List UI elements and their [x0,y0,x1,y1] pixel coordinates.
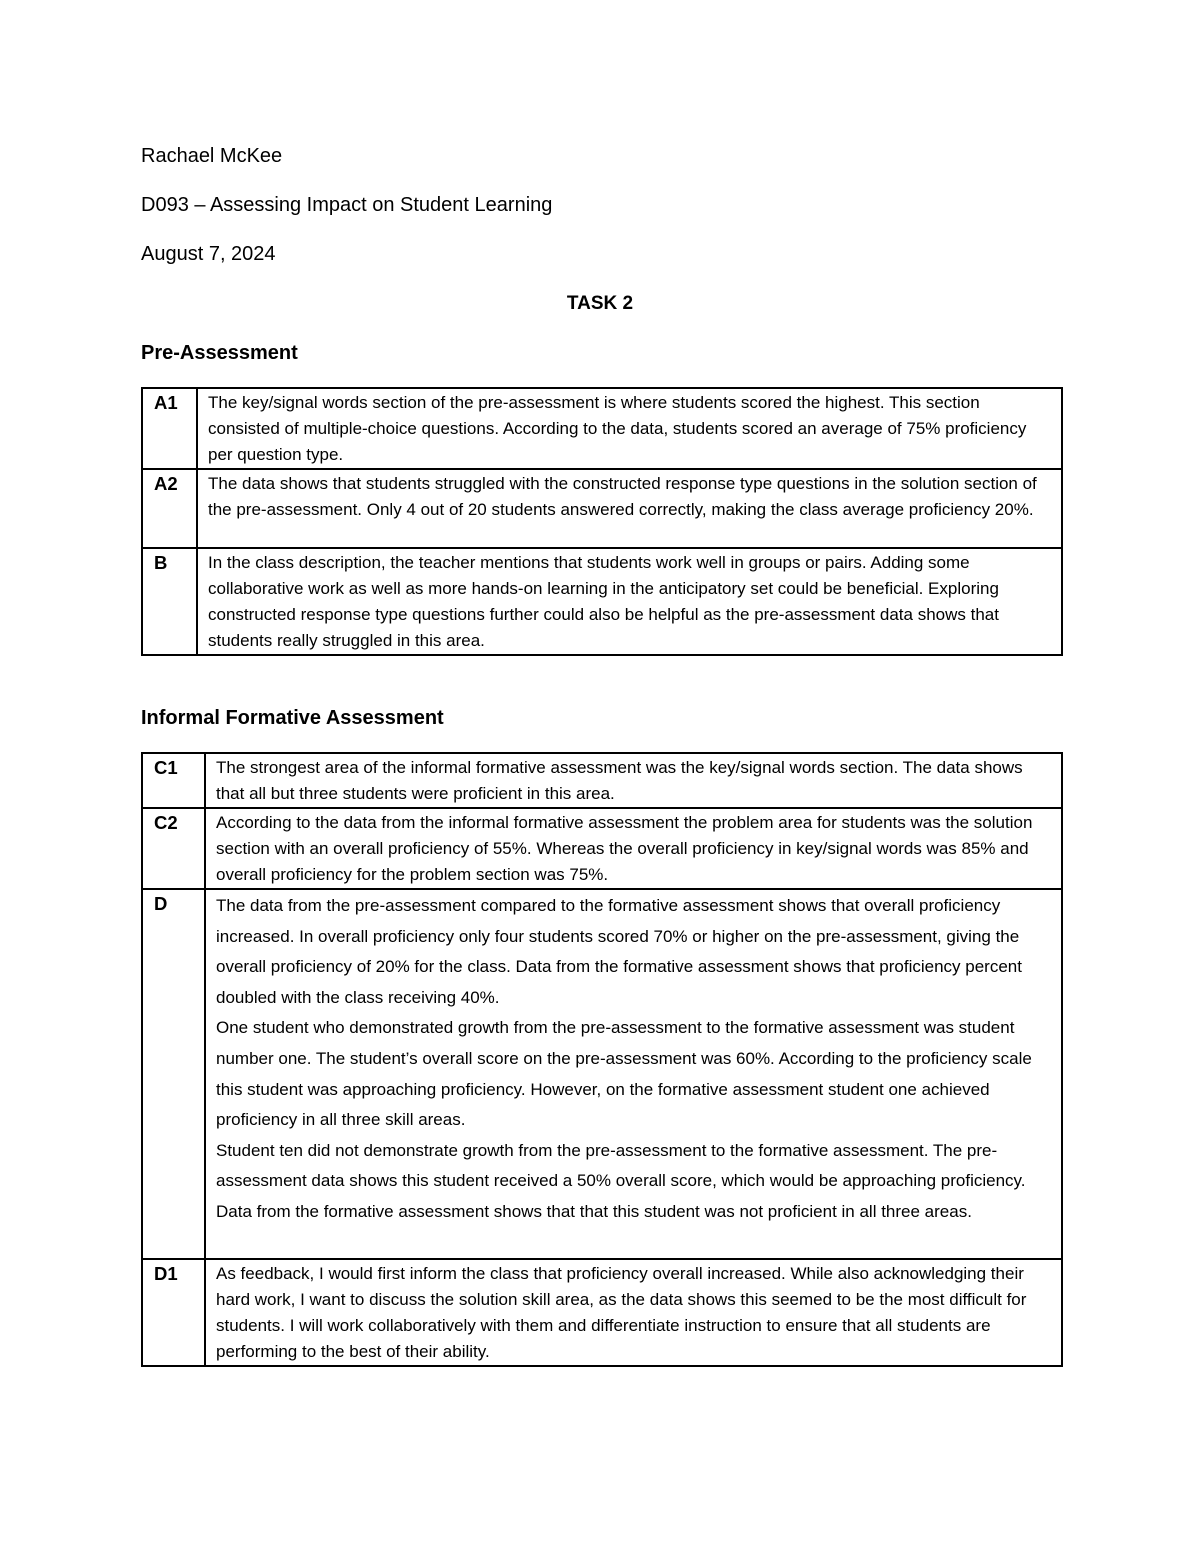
table-row [142,753,1062,808]
paragraph-student-one: One student who demonstrated growth from the pre-assessment to the formative assessment was student number one. The student’s overall score on the pre-assessment was 60%. According to the proficiency scale this student was approaching proficiency. However, on the formative assessment student one achieved proficiency in all three skill areas. [216,1018,1032,1130]
row-text-a2: The data shows that students struggled with the constructed response type questions in the solution section of the pre-assessment. Only 4 out of 20 students answered correctly, making the class average proficiency 20%. [197,469,1062,548]
row-code-a1: A1 [142,388,197,469]
row-code-b: B [142,548,197,655]
row-text-b: In the class description, the teacher mentions that students work well in groups or pairs. Adding some collaborative work as well as more hands-on learning in the anticipatory set could be beneficial. Exploring constructed response type questions further could also be helpful as the pre-assessment data shows that students really struggled in this area. [197,548,1062,655]
informal-formative-heading: Informal Formative Assessment [141,707,444,729]
row-code-c1: C1 [142,753,205,808]
table-row [142,889,1062,1259]
row-code-c2: C2 [142,808,205,889]
row-code-d: D [142,889,205,1259]
task-title: TASK 2 [566,293,634,314]
row-text-d [205,889,1062,1259]
author-name: Rachael McKee [141,145,283,167]
document-date: August 7, 2024 [141,243,276,265]
table-row [142,1259,1062,1366]
pre-assessment-table [141,387,1063,656]
table-row [142,548,1062,655]
row-text-c2: According to the data from the informal formative assessment the problem area for students was the solution section with an overall proficiency of 55%. Whereas the overall proficiency in key/signal words was 85% and overall proficiency for the problem section was 75%. [205,808,1062,889]
row-text-d1: As feedback, I would first inform the class that proficiency overall increased. While also acknowledging their hard work, I want to discuss the solution skill area, as the data shows this seemed to be the most difficult for students. I will work collaboratively with them and differentiate instruction to ensure that all students are performing to the best of their ability. [205,1259,1062,1366]
row-text-c1: The strongest area of the informal formative assessment was the key/signal words section. The data shows that all but three students were proficient in this area. [205,753,1062,808]
row-code-d1: D1 [142,1259,205,1366]
table-row [142,469,1062,548]
paragraph-overall-growth: The data from the pre-assessment compared to the formative assessment shows that overall proficiency increased. In overall proficiency only four students scored 70% or higher on the pre-assessment, giving the overall proficiency of 20% for the class. Data from the formative assessment shows that proficiency percent doubled with the class receiving 40%. [216,896,1022,1007]
row-code-a2: A2 [142,469,197,548]
table-row [142,388,1062,469]
paragraph-student-ten: Student ten did not demonstrate growth from the pre-assessment to the formative assessment. The pre-assessment data shows this student received a 50% overall score, which would be approaching proficiency. Data from the formative assessment shows that that this student was not proficient in all three areas. [216,1140,1026,1221]
informal-formative-table [141,752,1063,1367]
row-text-a1: The key/signal words section of the pre-assessment is where students scored the highest. This section consisted of multiple-choice questions. According to the data, students scored an average of 75% proficiency per question type. [197,388,1062,469]
course-title: D093 – Assessing Impact on Student Learning [141,194,553,216]
pre-assessment-heading: Pre-Assessment [141,342,298,364]
table-row [142,808,1062,889]
